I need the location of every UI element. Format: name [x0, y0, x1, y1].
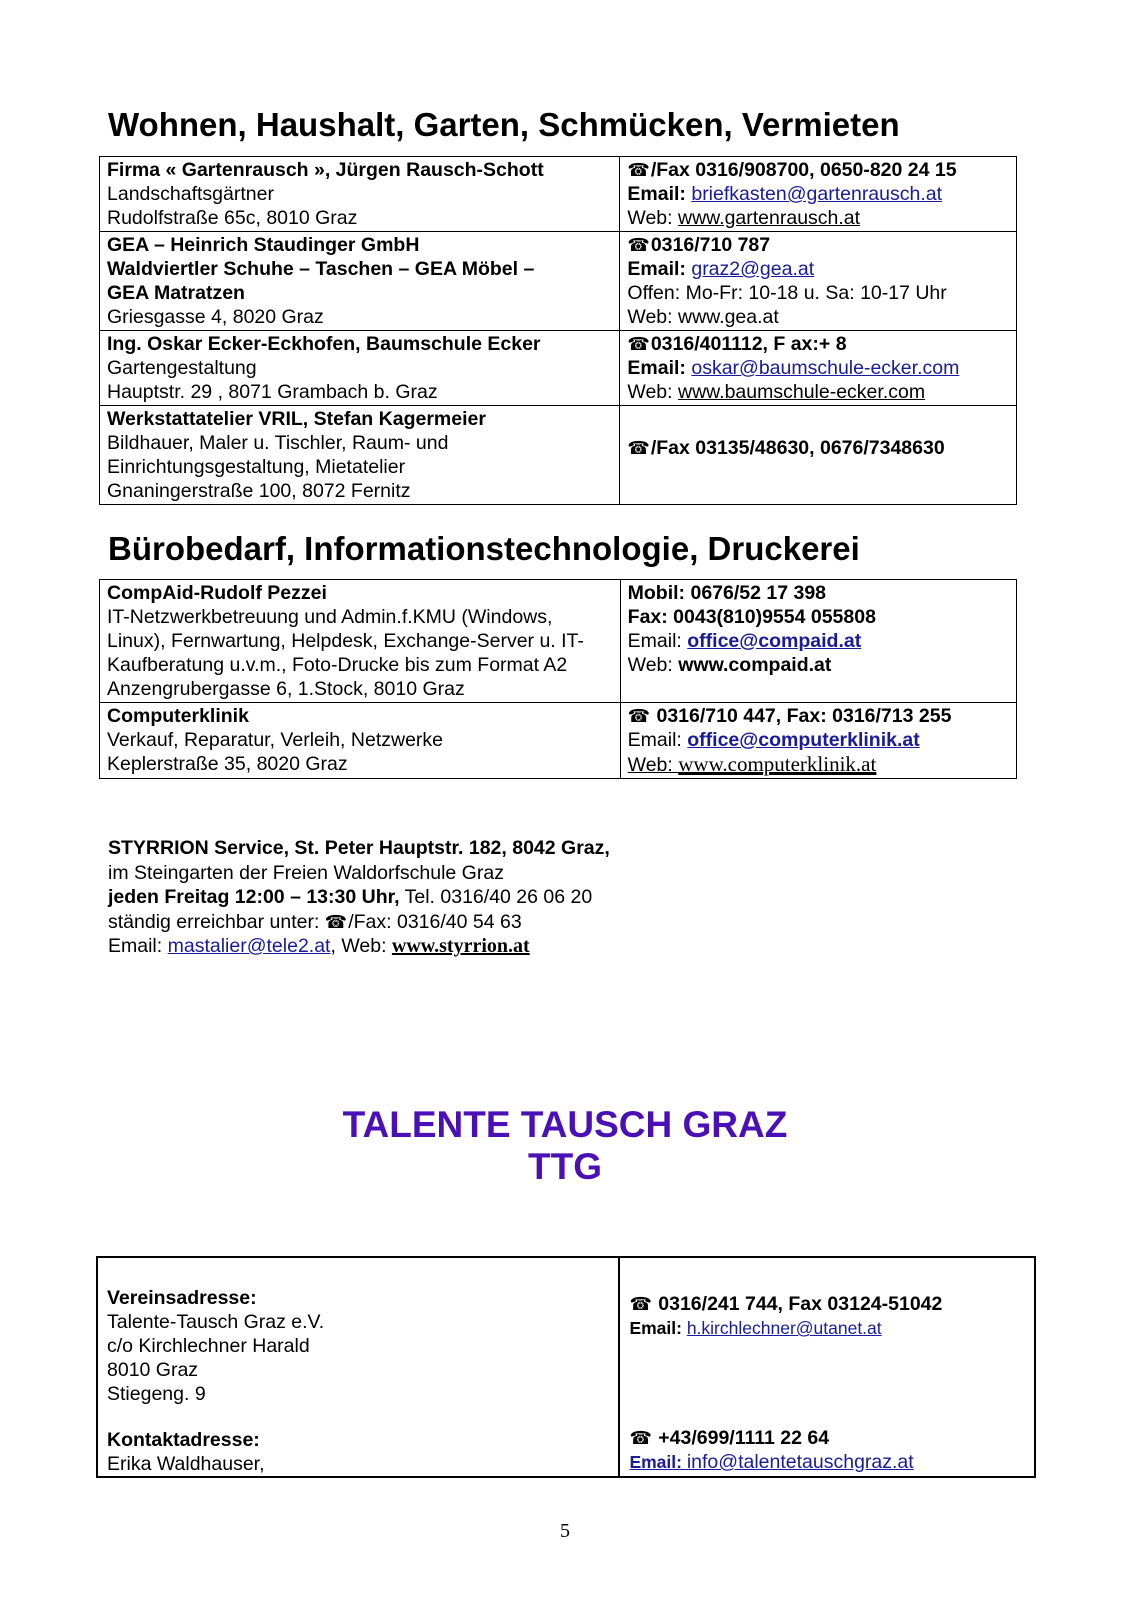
table-row: [100, 331, 1017, 406]
email-label: Email:: [629, 1318, 687, 1338]
phone-number: 0316/401112, F ax:+ 8: [650, 333, 847, 355]
web-separator: , Web:: [330, 935, 392, 957]
contact-cell: [620, 703, 1016, 779]
web-link[interactable]: www.gartenrausch.at: [677, 207, 861, 229]
phone-icon: ☎: [629, 1294, 652, 1314]
page-number: 5: [560, 1520, 570, 1542]
section-title-buerobedarf: Bürobedarf, Informationstechnologie, Druckerei: [108, 530, 860, 567]
email-link[interactable]: info@talentetauschgraz.at: [686, 1451, 914, 1473]
phone-number: +43/699/1111 22 64: [652, 1427, 830, 1449]
email-label: Email:: [627, 183, 692, 205]
email-link[interactable]: briefkasten@gartenrausch.at: [691, 183, 943, 205]
ttg-title-line2: TTG: [528, 1146, 602, 1187]
contact-cell: [620, 232, 1017, 331]
web-label: Web:: [627, 381, 678, 403]
web-link[interactable]: www.compaid.at: [678, 654, 832, 676]
table-row: [100, 703, 1017, 779]
contact-cell: [620, 157, 1017, 232]
phone-icon: ☎: [324, 911, 348, 932]
company-desc: Landschaftsgärtner: [107, 183, 274, 205]
contact-cell: [620, 406, 1017, 505]
phone-number: /Fax 03135/48630, 0676/7348630: [650, 436, 945, 459]
company-desc: Verkauf, Reparatur, Verleih, Netzwerke: [107, 729, 444, 751]
phone-number: 0316/241 744, Fax 03124-51042: [652, 1293, 943, 1315]
kontakt-label: Kontaktadresse:: [107, 1429, 260, 1451]
phone-number: 0316/710 787: [650, 234, 771, 256]
vereins-line: Talente-Tausch Graz e.V.: [107, 1311, 325, 1333]
styrrion-fax: /Fax: 0316/40 54 63: [348, 910, 522, 933]
email-label: Email:: [627, 258, 692, 280]
opening-hours: Offen: Mo-Fr: 10-18 u. Sa: 10-17 Uhr: [627, 282, 947, 304]
company-address: Rudolfstraße 65c, 8010 Graz: [107, 207, 358, 229]
company-products: GEA Matratzen: [107, 282, 245, 304]
styrrion-info: [108, 836, 610, 959]
phone-number: 0316/710 447, Fax: 0316/713 255: [651, 705, 952, 727]
styrrion-address: STYRRION Service, St. Peter Hauptstr. 182, 8042 Graz,: [108, 837, 610, 859]
company-cell: [100, 331, 620, 406]
kontakt-name: Erika Waldhauser,: [107, 1453, 265, 1475]
web-label: Web:: [627, 654, 679, 676]
company-address: Hauptstr. 29 , 8071 Grambach b. Graz: [107, 381, 438, 403]
email-label: Email:: [627, 630, 688, 652]
styrrion-reach-label: ständig erreichbar unter:: [108, 910, 325, 933]
company-desc: Linux), Fernwartung, Helpdesk, Exchange-Server u. IT-: [107, 630, 584, 652]
company-cell: [100, 580, 621, 703]
ttg-contact-table: [96, 1256, 1036, 1478]
company-desc: IT-Netzwerkbetreuung und Admin.f.KMU (Windows,: [107, 606, 553, 628]
company-name: Werkstattatelier VRIL, Stefan Kagermeier: [107, 408, 486, 430]
company-desc: Gartengestaltung: [107, 357, 257, 379]
company-cell: [100, 157, 620, 232]
table-row: [97, 1257, 1035, 1477]
phone-icon: ☎: [627, 160, 650, 180]
company-address: Griesgasse 4, 8020 Graz: [107, 306, 324, 328]
phone-icon: ☎: [627, 437, 650, 458]
vereins-line: 8010 Graz: [107, 1359, 199, 1381]
web-label: Web:: [627, 754, 679, 776]
contact-cell: [620, 331, 1017, 406]
web-link[interactable]: www.computerklinik.at: [678, 752, 877, 776]
company-name: Computerklinik: [107, 705, 249, 727]
company-cell: [100, 406, 620, 505]
company-desc: Einrichtungsgestaltung, Mietatelier: [107, 456, 406, 478]
web-link[interactable]: www.styrrion.at: [391, 935, 530, 957]
email-label: Email:: [108, 935, 168, 957]
email-label: Email:: [627, 729, 688, 751]
contact-cell: [620, 580, 1016, 703]
email-link[interactable]: office@compaid.at: [687, 630, 862, 652]
company-name: CompAid-Rudolf Pezzei: [107, 582, 327, 604]
web-label: Web:: [627, 207, 678, 229]
directory-table-wohnen: [99, 156, 1017, 505]
table-row: [100, 232, 1017, 331]
company-cell: [100, 232, 620, 331]
contact-cell: [619, 1257, 1035, 1477]
styrrion-phone: Tel. 0316/40 26 06 20: [399, 886, 593, 908]
company-desc: Kaufberatung u.v.m., Foto-Drucke bis zum Format A2: [107, 654, 568, 676]
ttg-heading: [0, 1104, 1130, 1188]
company-cell: [100, 703, 621, 779]
phone-icon: ☎: [627, 334, 650, 354]
fax-number: Fax: 0043(810)9554 055808: [627, 606, 876, 628]
company-name: GEA – Heinrich Staudinger GmbH: [107, 234, 420, 256]
vereins-line: c/o Kirchlechner Harald: [107, 1335, 310, 1357]
table-row: [100, 580, 1017, 703]
company-address: Keplerstraße 35, 8020 Graz: [107, 753, 348, 775]
web-line: Web: www.gea.at: [627, 306, 779, 328]
styrrion-hours: jeden Freitag 12:00 – 13:30 Uhr,: [108, 886, 400, 908]
table-row: [100, 157, 1017, 232]
email-link[interactable]: oskar@baumschule-ecker.com: [691, 357, 960, 379]
phone-icon: ☎: [627, 706, 651, 726]
company-products: Waldviertler Schuhe – Taschen – GEA Möbel –: [107, 258, 535, 280]
email-link[interactable]: mastalier@tele2.at: [167, 935, 331, 957]
address-cell: [97, 1257, 619, 1477]
section-title-wohnen: Wohnen, Haushalt, Garten, Schmücken, Vermieten: [108, 106, 900, 143]
phone-icon: ☎: [629, 1428, 652, 1448]
mobile-number: Mobil: 0676/52 17 398: [627, 582, 827, 604]
email-label: Email:: [629, 1452, 687, 1472]
company-name: Firma « Gartenrausch », Jürgen Rausch-Schott: [107, 159, 544, 181]
directory-table-buerobedarf: [99, 579, 1017, 779]
vereins-label: Vereinsadresse:: [107, 1287, 257, 1309]
phone-number: /Fax 0316/908700, 0650-820 24 15: [650, 159, 957, 181]
web-link[interactable]: www.baumschule-ecker.com: [677, 381, 926, 403]
email-link[interactable]: office@computerklinik.at: [687, 729, 920, 751]
table-row: [100, 406, 1017, 505]
styrrion-location: im Steingarten der Freien Waldorfschule Graz: [108, 861, 504, 884]
ttg-title-line1: TALENTE TAUSCH GRAZ: [342, 1104, 788, 1145]
email-link[interactable]: graz2@gea.at: [691, 258, 815, 280]
phone-icon: ☎: [627, 235, 650, 255]
vereins-line: Stiegeng. 9: [107, 1383, 206, 1405]
company-address: Gnaningerstraße 100, 8072 Fernitz: [107, 480, 411, 502]
company-name: Ing. Oskar Ecker-Eckhofen, Baumschule Ecker: [107, 333, 541, 355]
email-link[interactable]: h.kirchlechner@utanet.at: [686, 1318, 882, 1338]
email-label: Email:: [627, 357, 692, 379]
company-desc: Bildhauer, Maler u. Tischler, Raum- und: [107, 432, 449, 454]
company-address: Anzengrubergasse 6, 1.Stock, 8010 Graz: [107, 678, 465, 700]
